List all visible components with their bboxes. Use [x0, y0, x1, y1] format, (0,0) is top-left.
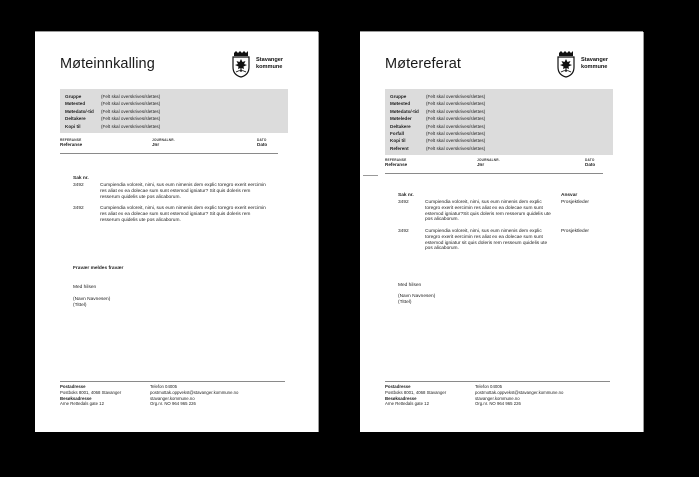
agenda-item: 3492 Cumpiendia voloreit, nimi, sus eum nimenis dem explic toregro exerit eercimin res aliat ex ea dolecae sum sunt estemod igniatur? Sit quis doleris rem resserum quidelis ute pos alicaborum.: [73, 206, 266, 223]
responsible-value: Prosjektleder: [561, 229, 589, 234]
info-row-kopi-til: Kopi til (Felt skal overskrives/slettes): [65, 123, 161, 129]
signer-title: (Tittel): [73, 303, 87, 308]
reference-field: REFERANSE Referanse: [60, 138, 83, 147]
date-field: DATO Dato: [257, 138, 268, 147]
logo-line-1: Stavanger: [256, 57, 284, 63]
journal-number-field: JOURNALNR. Jnr: [152, 138, 175, 147]
case-number-header: Sak nr.: [398, 193, 414, 198]
stavanger-kommune-logo: [556, 50, 608, 78]
footer-address-column: Postadresse Postboks 8001, 4068 Stavanger Besøksadresse Arne Rettedals gate 12: [385, 384, 447, 407]
document-title: Møtereferat: [385, 56, 462, 72]
fold-mark: [363, 175, 378, 176]
agenda-item: 3492 Cumpiendia voloreit, nimi, sus eum nimenis dem explic toregro exerit eercimin res aliat ex ea dolecae sum sunt estemod igniatur sit quis doleris rem resseum quidelis ute pos alicaborum. Prosjektleder: [398, 229, 589, 252]
logo-line-2: kommune: [581, 64, 608, 70]
document-footer: [385, 381, 610, 407]
coat-of-arms-icon: [556, 50, 576, 78]
closing-greeting: Med hilsen: [398, 283, 422, 288]
info-row-moteleder: Møteleder (Felt skal overskrives/slettes): [390, 116, 486, 122]
reference-field: REFERANSE Referanse: [385, 158, 408, 167]
logo-line-2: kommune: [256, 64, 283, 70]
document-footer: [60, 381, 285, 407]
info-row-motested: Møtested (Felt skal overskrives/slettes): [390, 101, 486, 107]
info-row-referent: Referent (Felt skal overskrives/slettes): [390, 145, 486, 151]
info-row-deltakere: Deltakere (Felt skal overskrives/slettes): [65, 116, 161, 122]
document-page-motereferat: [360, 32, 643, 432]
agenda-item: 3492 Cumpiendia voloreit, nimi, sus eum nimenis dem explic toregro exerit eercimin res aliat ex ea dolecae sum sunt estemod igniatur?Sit quis doleris rem resserum quidelis ute pos alicaborum. Prosjektleder: [398, 200, 589, 223]
info-row-gruppe: Gruppe (Felt skal overskrives/slettes): [390, 94, 486, 99]
meeting-info-box: [60, 89, 288, 133]
info-row-forfall: Forfall (Felt skal overskrives/slettes): [390, 131, 486, 137]
document-page-moteinnkalling: [35, 32, 318, 432]
coat-of-arms-icon: [231, 50, 251, 78]
document-title: Møteinnkalling: [60, 56, 155, 72]
date-field: DATO Dato: [585, 158, 596, 167]
case-number-header: Sak nr.: [73, 176, 89, 181]
footer-contact-column: Telefon 04005 postmottak.oppvekst@stavanger.kommune.no stavanger.kommune.no Org.nr. NO 964 965 226: [475, 384, 564, 407]
journal-number-field: JOURNALNR. Jnr: [477, 158, 500, 167]
signer-name: (Navn Navnesen): [73, 297, 111, 302]
meeting-info-box: [385, 89, 613, 155]
responsible-header: Ansvar: [561, 193, 578, 198]
stavanger-kommune-logo: [231, 50, 283, 78]
info-row-deltakere: Deltakere (Felt skal overskrives/slettes): [390, 123, 486, 129]
responsible-value: Prosjektleder: [561, 200, 589, 205]
signer-name: (Navn Navnesen): [398, 294, 436, 299]
info-row-gruppe: Gruppe (Felt skal overskrives/slettes): [65, 94, 161, 99]
footer-contact-column: Telefon 04005 postmottak.oppvekst@stavanger.kommune.no stavanger.kommune.no Org.nr. NO 964 965 226: [150, 384, 239, 407]
info-row-motested: Møtested (Felt skal overskrives/slettes): [65, 101, 161, 107]
reference-bar: [60, 138, 278, 154]
info-row-kopi-til: Kopi til (Felt skal overskrives/slettes): [390, 138, 486, 144]
agenda-item: 3492 Cumpiendia voloreit, nimi, sus eum nimenis dem explic toregro exerit eercimin res aliat ex ea dolecae sum sunt estemod igniatur? Sit quis doleris rem resserum quidelis ute pos alicaborum.: [73, 183, 266, 200]
reference-bar: [385, 158, 603, 174]
info-row-motedato: Møtedato/-tid (Felt skal overskrives/slettes): [390, 108, 486, 114]
info-row-motedato: Møtedato/-tid (Felt skal overskrives/slettes): [65, 108, 161, 114]
footer-address-column: Postadresse Postboks 8001, 4068 Stavanger Besøksadresse Arne Rettedals gate 12: [60, 384, 122, 407]
signer-title: (Tittel): [398, 300, 412, 305]
logo-line-1: Stavanger: [581, 57, 609, 63]
closing-greeting: Med hilsen: [73, 285, 97, 290]
absence-note: Fravær meldes fravær: [73, 266, 124, 271]
